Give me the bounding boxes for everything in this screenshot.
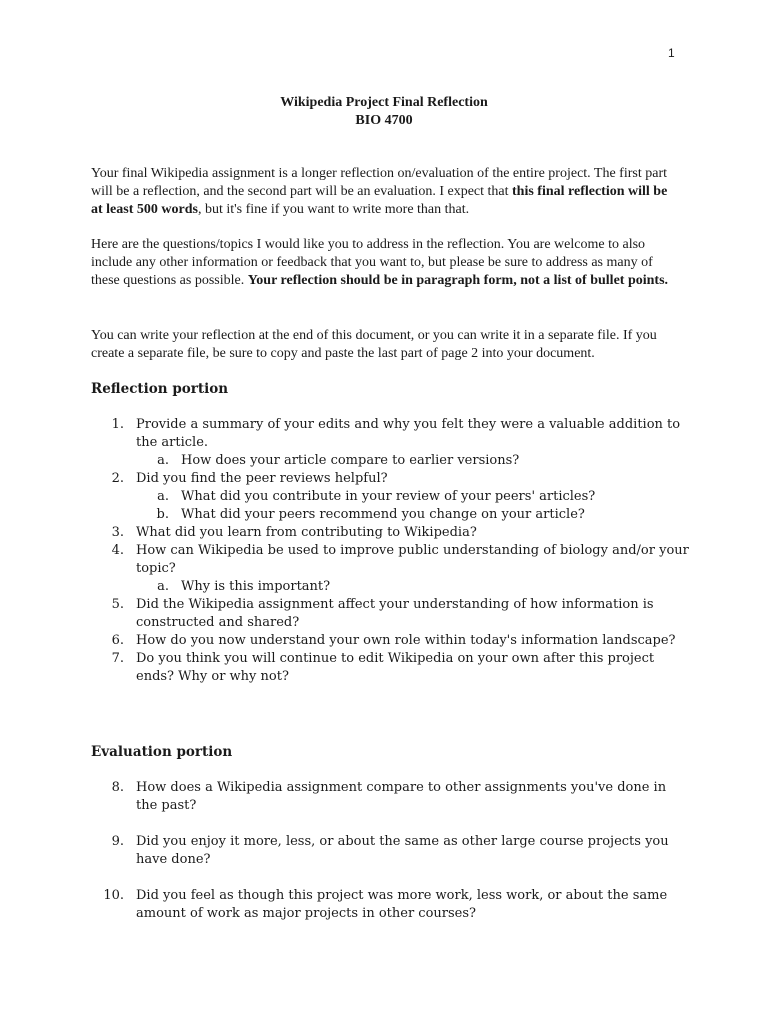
document-title: Wikipedia Project Final Reflection — [280, 95, 488, 110]
list-item: 3. What did you learn from contributing to Wikipedia? — [111, 525, 477, 540]
page-number: 1 — [668, 46, 675, 60]
course-code: BIO 4700 — [355, 113, 413, 128]
questions-intro-bold: Your reflection should be in paragraph form, not a list of bullet points. — [247, 273, 669, 288]
reflection-heading: Reflection portion — [91, 381, 229, 397]
sub-list-item: a. How does your article compare to earlier versions? — [157, 453, 520, 468]
list-item: 7. Do you think you will continue to edit Wikipedia on your own after this project ends? Why or why not? — [111, 651, 655, 684]
evaluation-heading: Evaluation portion — [91, 744, 233, 760]
questions-intro-paragraph — [91, 236, 679, 290]
sub-list-item: a. What did you contribute in your review of your peers' articles? — [157, 489, 596, 504]
intro-text-1: Your final Wikipedia assignment is a longer reflection on/evaluation of the entire project. The first part will be a reflection, and the second part will be an evaluation. I expect that — [91, 166, 668, 199]
reflection-list — [91, 416, 691, 686]
intro-bold-word-count: this final reflection will be at least 500 words — [91, 184, 668, 217]
intro-paragraph — [91, 165, 679, 219]
list-item: 9. Did you enjoy it more, less, or about the same as other large course projects you have done? — [111, 834, 669, 867]
list-item: 2. Did you find the peer reviews helpful? — [111, 471, 388, 486]
list-item: 1. Provide a summary of your edits and why you felt they were a valuable addition to the article. — [111, 417, 681, 450]
sub-list-item: a. Why is this important? — [157, 579, 331, 594]
sub-list-item: b. What did your peers recommend you change on your article? — [156, 507, 585, 522]
intro-text-2: , but it's fine if you want to write more than that. — [197, 202, 470, 217]
list-item: 5. Did the Wikipedia assignment affect your understanding of how information is constructed and shared? — [111, 597, 654, 630]
list-item: 8. How does a Wikipedia assignment compare to other assignments you've done in the past? — [111, 780, 667, 813]
evaluation-list — [91, 779, 691, 923]
questions-intro-text: Here are the questions/topics I would like you to address in the reflection. You are welcome to also include any other information or feedback that you want to, but please be sure to address as many of these questions as possible. — [91, 237, 653, 288]
document-title-block — [0, 94, 768, 130]
list-item: 6. How do you now understand your own role within today's information landscape? — [111, 633, 676, 648]
list-item: 4. How can Wikipedia be used to improve public understanding of biology and/or your topic? — [111, 543, 689, 576]
list-item: 10. Did you feel as though this project was more work, less work, or about the same amount of work as major projects in other courses? — [103, 888, 668, 921]
write-location-paragraph: You can write your reflection at the end of this document, or you can write it in a separate file. If you create a separate file, be sure to copy and paste the last part of page 2 into your document. — [91, 328, 657, 361]
